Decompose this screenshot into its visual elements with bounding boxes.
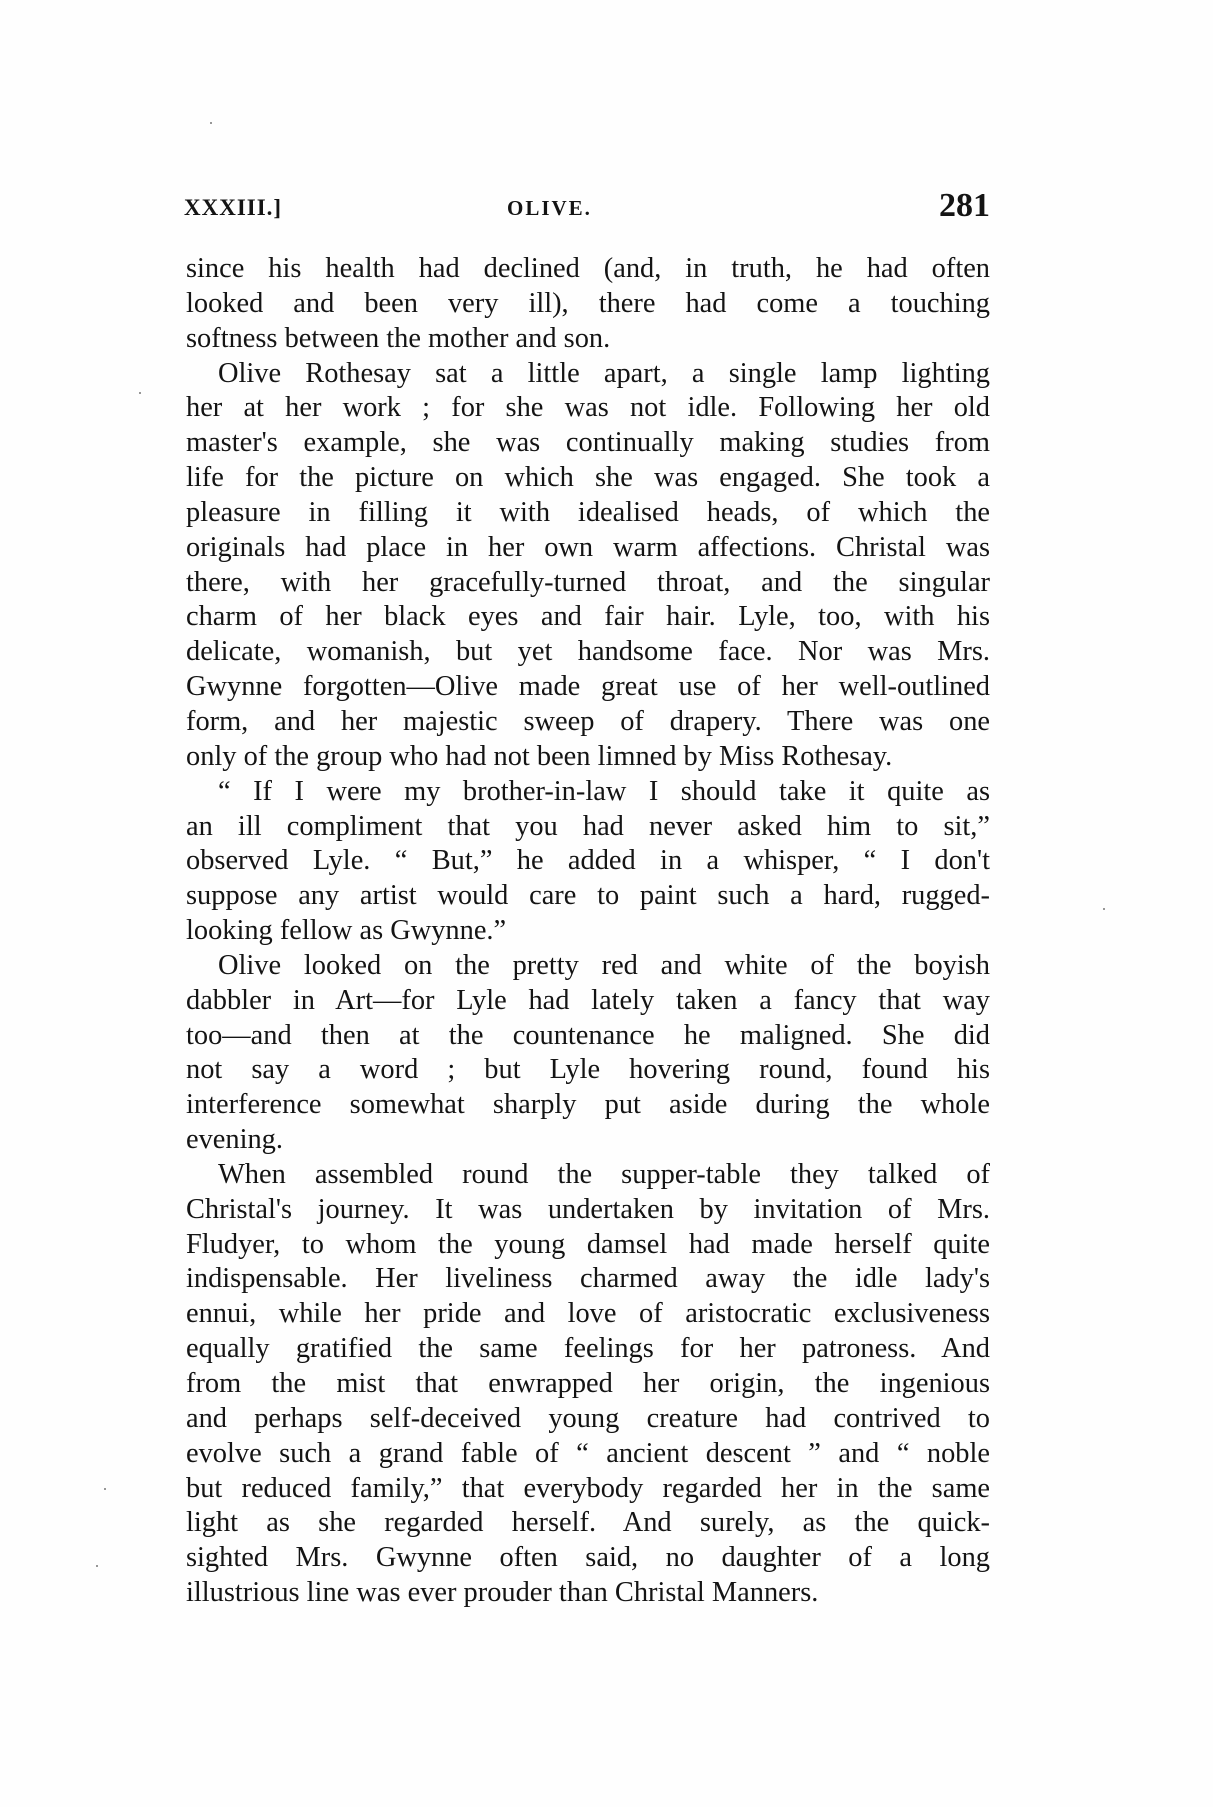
text-line: charm of her black eyes and fair hair. Lyle, too, with his [186, 601, 990, 633]
text-line: observed Lyle. “ But,” he added in a whisper, “ I don't [186, 845, 990, 877]
text-line: dabbler in Art—for Lyle had lately taken a fancy that way [186, 984, 990, 1016]
paragraph [186, 949, 990, 1158]
text-line: not say a word ; but Lyle hovering round, found his [186, 1054, 990, 1086]
text-line: sighted Mrs. Gwynne often said, no daughter of a long [186, 1542, 990, 1574]
text-line: her at her work ; for she was not idle. Following her old [186, 392, 990, 424]
paragraph [186, 252, 990, 357]
paragraph [186, 775, 990, 949]
body-text [186, 252, 990, 1611]
scan-speck [104, 1488, 106, 1490]
text-line: delicate, womanish, but yet handsome face. Nor was Mrs. [186, 636, 990, 668]
paragraph [186, 1158, 990, 1611]
text-line: and perhaps self-deceived young creature had contrived to [186, 1402, 990, 1434]
text-line: When assembled round the supper-table they talked of [218, 1158, 990, 1190]
scan-speck [139, 392, 141, 394]
text-line: Gwynne forgotten—Olive made great use of her well-outlined [186, 671, 990, 703]
chapter-marker: XXXIII.] [184, 195, 283, 220]
text-line: suppose any artist would care to paint such a hard, rugged- [186, 880, 990, 912]
text-line: evening. [186, 1124, 283, 1156]
text-line: there, with her gracefully-turned throat, and the singular [186, 566, 990, 598]
text-line: “ If I were my brother-in-law I should take it quite as [218, 775, 990, 807]
scan-speck [210, 122, 212, 124]
text-line: an ill compliment that you had never asked him to sit,” [186, 810, 990, 842]
text-line: looking fellow as Gwynne.” [186, 915, 507, 947]
text-line: indispensable. Her liveliness charmed away the idle lady's [186, 1263, 990, 1295]
text-line: evolve such a grand fable of “ ancient descent ” and “ noble [186, 1437, 990, 1469]
running-head [184, 187, 990, 227]
running-title: OLIVE. [507, 196, 592, 220]
text-line: looked and been very ill), there had come a touching [186, 287, 990, 319]
text-line: ennui, while her pride and love of aristocratic exclusiveness [186, 1298, 990, 1330]
text-line: light as she regarded herself. And surely, as the quick- [186, 1507, 990, 1539]
text-line: originals had place in her own warm affections. Christal was [186, 531, 990, 563]
text-line: equally gratified the same feelings for her patroness. And [186, 1333, 990, 1365]
text-line: master's example, she was continually making studies from [186, 427, 990, 459]
text-line: form, and her majestic sweep of drapery. There was one [186, 705, 990, 737]
page-number: 281 [939, 187, 990, 224]
scan-speck [1103, 908, 1105, 910]
scan-speck [96, 1565, 98, 1567]
text-line: softness between the mother and son. [186, 322, 611, 354]
text-line: Olive Rothesay sat a little apart, a single lamp lighting [218, 357, 990, 389]
text-line: illustrious line was ever prouder than Christal Manners. [186, 1577, 819, 1609]
text-line: since his health had declined (and, in truth, he had often [186, 253, 990, 284]
text-line: too—and then at the countenance he maligned. She did [186, 1019, 990, 1051]
text-line: life for the picture on which she was engaged. She took a [186, 462, 990, 494]
text-line: from the mist that enwrapped her origin, the ingenious [186, 1368, 990, 1399]
text-line: but reduced family,” that everybody regarded her in the same [186, 1472, 990, 1504]
text-line: pleasure in filling it with idealised heads, of which the [186, 496, 990, 528]
text-line: only of the group who had not been limned by Miss Rothesay. [186, 740, 893, 772]
text-line: Christal's journey. It was undertaken by invitation of Mrs. [186, 1193, 990, 1225]
text-line: Fludyer, to whom the young damsel had made herself quite [186, 1228, 990, 1260]
paragraph [186, 357, 990, 775]
text-line: Olive looked on the pretty red and white of the boyish [218, 949, 990, 981]
text-line: interference somewhat sharply put aside during the whole [186, 1089, 990, 1121]
